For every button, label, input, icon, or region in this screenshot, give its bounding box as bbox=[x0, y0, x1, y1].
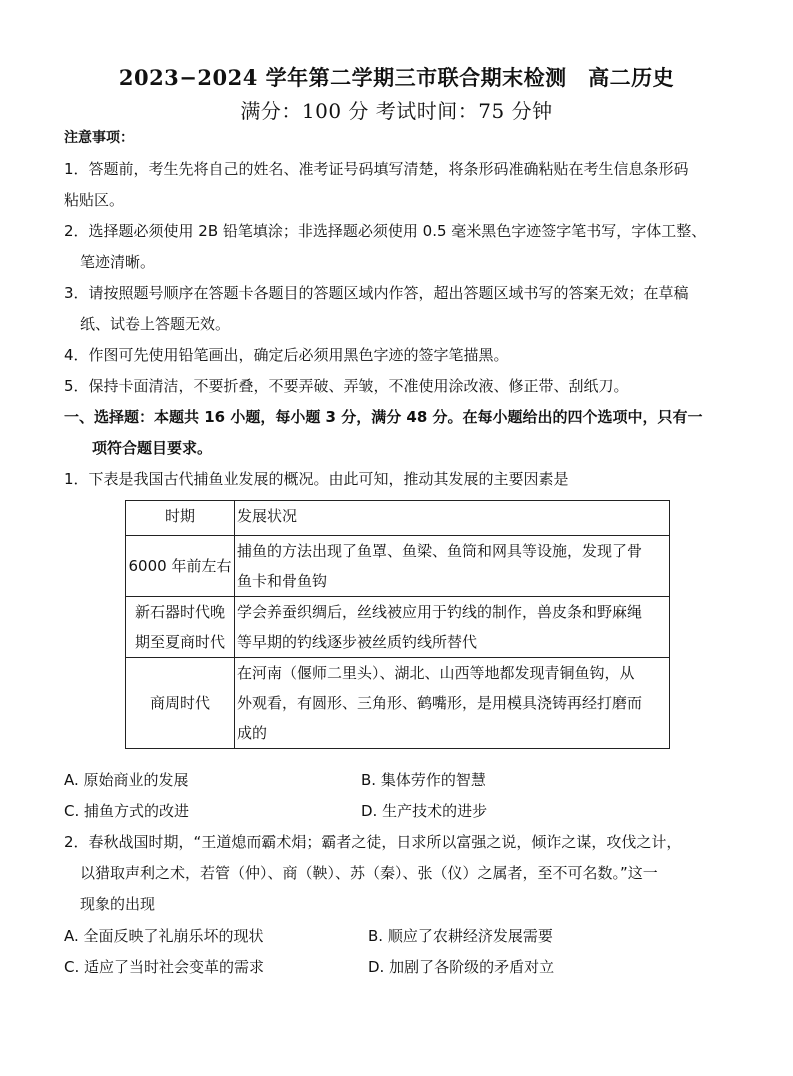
table-cell-period bbox=[126, 658, 235, 749]
notice-item-3-line-2: 纸、试卷上答题无效。 bbox=[80, 315, 231, 333]
notice-item-4: 4．作图可先使用铅笔画出，确定后必须用黑色字迹的签字笔描黑。 bbox=[64, 346, 509, 364]
desc-line: 鱼卡和骨鱼钩 bbox=[237, 572, 328, 590]
desc-line: 成的 bbox=[237, 724, 268, 742]
question-2-stem-line-2: 以猎取声利之术，若管（仲）、商（鞅）、苏（秦）、张（仪）之属者，至不可名数。”这一 bbox=[80, 864, 658, 882]
page-subtitle: 满分：100 分 考试时间：75 分钟 bbox=[240, 99, 553, 123]
desc-line: 在河南（偃师二里头）、湖北、山西等地都发现青铜鱼钩，从 bbox=[237, 664, 635, 682]
table-cell-period bbox=[126, 597, 235, 658]
period-line: 商周时代 bbox=[149, 694, 210, 712]
table-cell-desc bbox=[235, 536, 670, 597]
notice-item-1-line-2: 粘贴区。 bbox=[64, 191, 125, 209]
desc-line: 捕鱼的方法出现了鱼罩、鱼梁、鱼筒和网具等设施，发现了骨 bbox=[237, 542, 643, 560]
question-2-option-c: C. 适应了当时社会变革的需求 bbox=[64, 958, 265, 976]
section-heading-line-1: 一、选择题：本题共 16 小题，每小题 3 分，满分 48 分。在每小题给出的四个选项中，只有一 bbox=[64, 408, 703, 426]
table-row bbox=[126, 536, 670, 597]
table-cell-desc bbox=[235, 597, 670, 658]
table-header-period: 时期 bbox=[126, 501, 235, 536]
section-heading-line-2: 项符合题目要求。 bbox=[92, 439, 213, 457]
question-2-stem-line-3: 现象的出现 bbox=[80, 895, 156, 913]
notice-item-1-line-1: 1．答题前，考生先将自己的姓名、准考证号码填写清楚，将条形码准确粘贴在考生信息条形码 bbox=[64, 160, 689, 178]
question-2-option-b: B. 顺应了农耕经济发展需要 bbox=[368, 927, 553, 945]
period-line: 新石器时代晚 bbox=[134, 603, 225, 621]
question-1-option-a: A. 原始商业的发展 bbox=[64, 771, 189, 789]
page-title: 2023−2024 学年第二学期三市联合期末检测 高二历史 bbox=[118, 65, 675, 90]
period-line: 期至夏商时代 bbox=[134, 633, 225, 651]
question-1-option-d: D. 生产技术的进步 bbox=[361, 802, 488, 820]
table-cell-desc bbox=[235, 658, 670, 749]
question-1-stem: 1．下表是我国古代捕鱼业发展的概况。由此可知，推动其发展的主要因素是 bbox=[64, 470, 569, 488]
table-cell-period bbox=[126, 536, 235, 597]
notice-heading: 注意事项： bbox=[64, 130, 134, 146]
notice-item-2-line-1: 2．选择题必须使用 2B 铅笔填涂；非选择题必须使用 0.5 毫米黑色字迹签字笔书写，字体工整、 bbox=[64, 222, 707, 240]
table-row bbox=[126, 658, 670, 749]
period-line: 6000 年前左右 bbox=[128, 557, 232, 575]
question-1-option-c: C. 捕鱼方式的改进 bbox=[64, 802, 190, 820]
question-1-table bbox=[125, 500, 670, 749]
notice-item-3-line-1: 3．请按照题号顺序在答题卡各题目的答题区域内作答，超出答题区域书写的答案无效；在草稿 bbox=[64, 284, 689, 302]
question-1-option-b: B. 集体劳作的智慧 bbox=[361, 771, 486, 789]
table-header-row bbox=[126, 501, 670, 536]
notice-item-5: 5．保持卡面清洁，不要折叠，不要弄破、弄皱，不准使用涂改液、修正带、刮纸刀。 bbox=[64, 377, 629, 395]
table-header-status: 发展状况 bbox=[235, 501, 670, 536]
desc-line: 外观看，有圆形、三角形、鹤嘴形，是用模具浇铸再经打磨而 bbox=[237, 694, 643, 712]
table-row bbox=[126, 597, 670, 658]
desc-line: 学会养蚕织绸后，丝线被应用于钓线的制作，兽皮条和野麻绳 bbox=[237, 603, 643, 621]
question-2-stem-line-1: 2．春秋战国时期，“王道熄而霸术焆；霸者之徒，日求所以富强之说，倾诈之谋，攻伐之计， bbox=[64, 833, 682, 851]
notice-item-2-line-2: 笔迹清晰。 bbox=[80, 253, 156, 271]
desc-line: 等早期的钓线逐步被丝质钓线所替代 bbox=[237, 633, 478, 651]
question-2-option-d: D. 加剧了各阶级的矛盾对立 bbox=[368, 958, 555, 976]
question-2-option-a: A. 全面反映了礼崩乐坏的现状 bbox=[64, 927, 264, 945]
